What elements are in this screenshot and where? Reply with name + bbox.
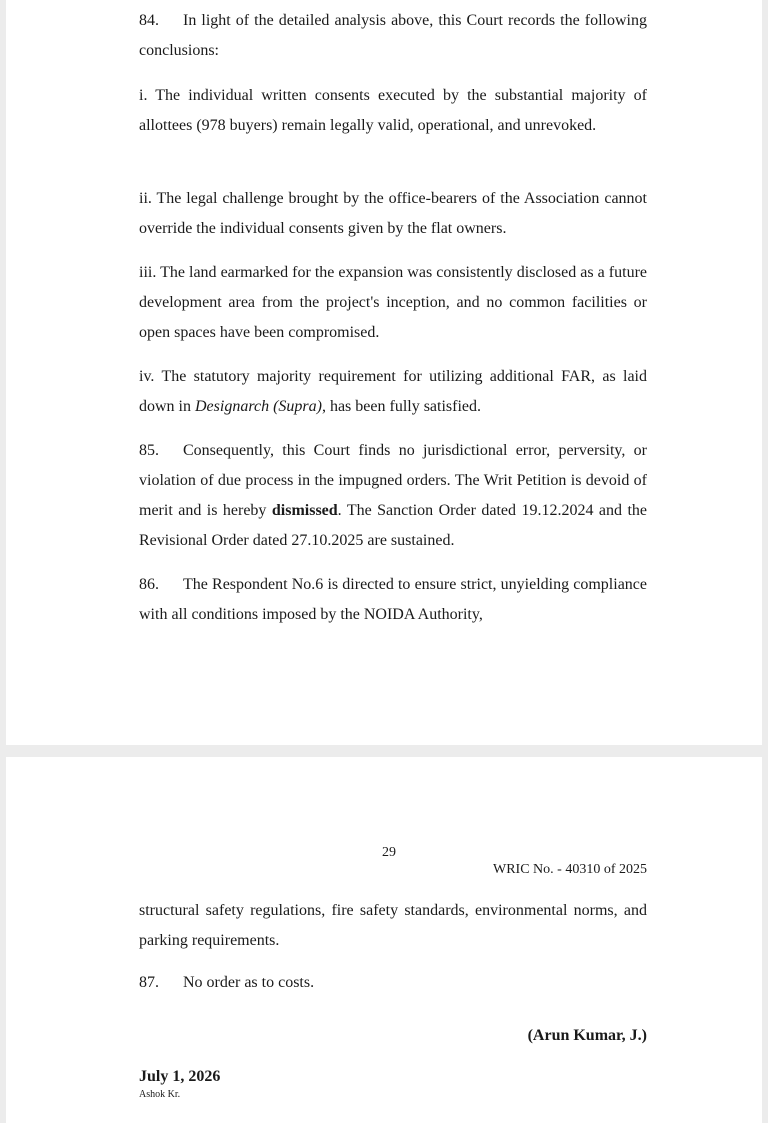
paragraph-number: 87.	[139, 974, 159, 991]
paragraph-number: 86.	[139, 576, 159, 593]
conclusion-iv	[139, 362, 647, 422]
paragraph-number: 84.	[139, 12, 159, 29]
paragraph-86	[139, 570, 647, 630]
paragraph-number: 85.	[139, 442, 159, 459]
paragraph-text: ii. The legal challenge brought by the office-bearers of the Association cannot override the individual consents given by the flat owners.	[139, 190, 647, 237]
case-number-header: WRIC No. - 40310 of 2025	[493, 862, 647, 877]
document-page-bottom	[6, 757, 762, 1123]
paragraph-86-continuation	[139, 896, 647, 956]
paragraph-text: Consequently, this Court finds no jurisdictional error, perversity, or violation of due process in the impugned orders. The Writ Petition is devoid of merit and is hereby	[139, 442, 647, 519]
paragraph-text: , has been fully satisfied.	[321, 398, 482, 415]
conclusion-i	[139, 81, 647, 141]
paragraph-87	[139, 968, 647, 998]
paragraph-text: . The Sanction Order dated 19.12.2024 and the Revisional Order dated 27.10.2025 are sustained.	[139, 502, 648, 549]
judgment-date: July 1, 2026	[139, 1068, 221, 1085]
paragraph-text: The Respondent No.6 is directed to ensure strict, unyielding compliance with all conditions imposed by the NOIDA Authority,	[139, 576, 647, 623]
paragraph-84	[139, 6, 647, 66]
conclusion-ii	[139, 184, 647, 244]
judge-signature: (Arun Kumar, J.)	[527, 1027, 647, 1044]
paragraph-text: No order as to costs.	[183, 974, 315, 991]
paragraph-text: iii. The land earmarked for the expansion was consistently disclosed as a future development area from the project's inception, and no common facilities or open spaces have been compromised.	[139, 264, 647, 341]
stenographer-initials: Ashok Kr.	[139, 1089, 181, 1100]
page-number: 29	[382, 845, 396, 860]
case-citation: Designarch (Supra)	[195, 398, 322, 415]
conclusion-iii	[139, 258, 647, 348]
paragraph-text: structural safety regulations, fire safety standards, environmental norms, and parking requirements.	[139, 902, 647, 949]
paragraph-text: In light of the detailed analysis above, this Court records the following conclusions:	[139, 12, 647, 59]
paragraph-85	[139, 436, 647, 556]
document-page-top	[6, 0, 762, 745]
paragraph-text: i. The individual written consents executed by the substantial majority of allottees (978 buyers) remain legally valid, operational, and unrevoked.	[139, 87, 647, 134]
dismissed-word: dismissed	[271, 502, 338, 519]
paragraph-text: iv. The statutory majority requirement for utilizing additional FAR, as laid down in	[139, 368, 647, 415]
